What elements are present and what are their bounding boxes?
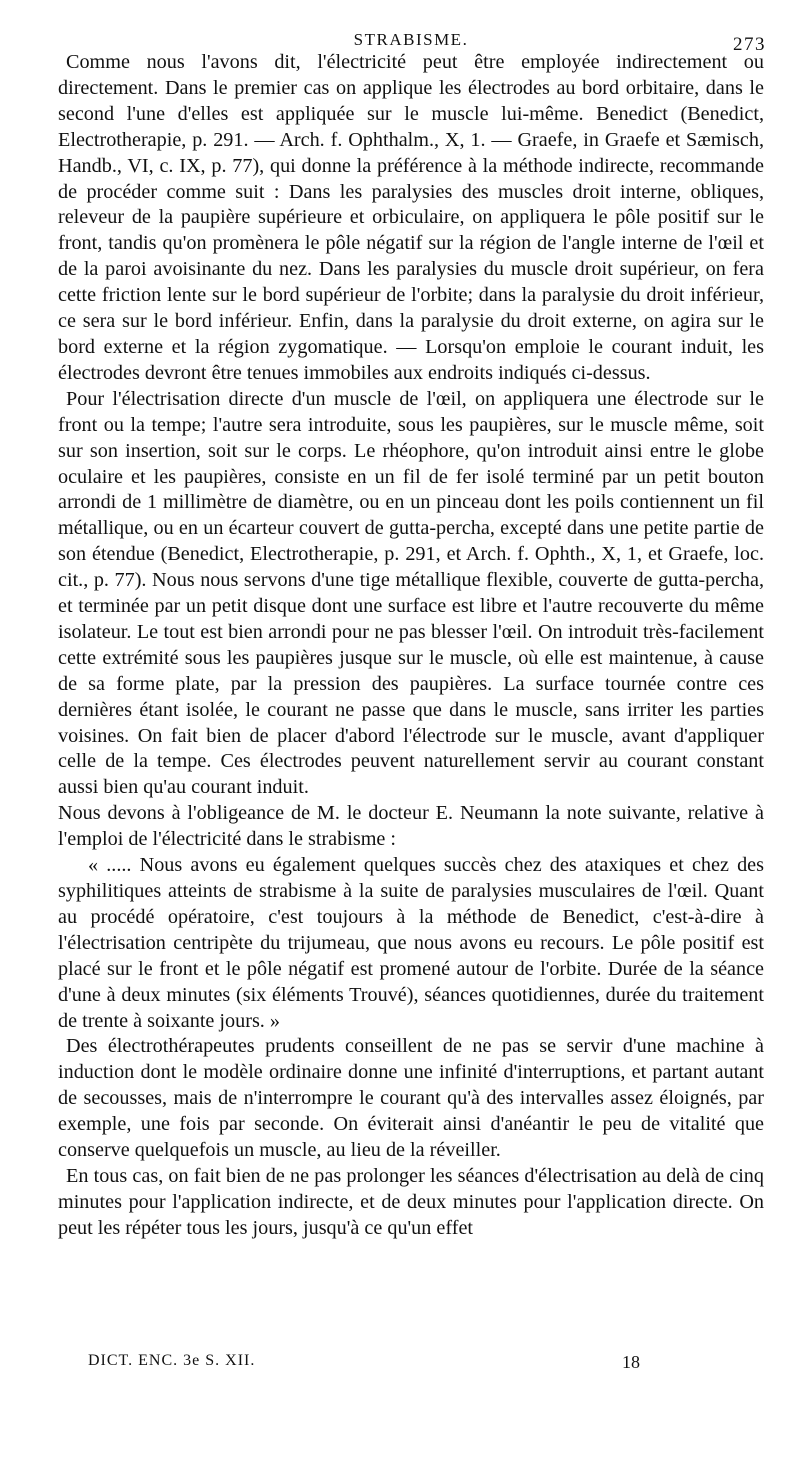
running-title: STRABISME. [353, 30, 469, 49]
running-header [58, 26, 766, 55]
paragraph-induction-machine: Des électrothérapeutes prudents conseillent de ne pas se servir d'une machine à induction dont le modèle ordinaire donne une infinité d'interruptions, et partant autant de secousses, mais de n'interrompre le courant qu'à des intervalles assez éloignés, par exemple, une fois par seconde. On éviterait ainsi d'anéantir le peu de vitalité que conserve quelquefois un muscle, au lieu de la réveiller. [58, 1035, 764, 1162]
sheet-number: 18 [622, 1352, 640, 1372]
signature-mark: DICT. ENC. 3e S. XII. [88, 1352, 256, 1369]
paragraph-direct-method: Pour l'électrisation directe d'un muscle de l'œil, on appliquera une électrode sur le front ou la tempe; l'autre sera introduite, sous les paupières, sur le muscle même, soit sur son insertion, soit sur le corps. Le rhéophore, qu'on introduit ainsi entre le globe oculaire et les paupières, consiste en un fil de fer isolé terminé par un petit bouton arrondi de 1 millimètre de diamètre, ou en un pinceau dont les poils contiennent un fil métallique, ou en un écarteur couvert de gutta-percha, excepté dans une petite partie de son étendue (Benedict, Electrotherapie, p. 291, et Arch. f. Ophth., X, 1, et Graefe, loc. cit., p. 77). Nous nous servons d'une tige métallique flexible, couverte de gutta-percha, et terminée par un petit disque dont une surface est libre et l'autre recouverte du même isolateur. Le tout est bien arrondi pour ne pas blesser l'œil. On introduit très-facilement cette extrémité sous les paupières jusque sur le muscle, où elle est maintenue, à cause de sa forme plate, par la pression des paupières. La surface tournée contre ces dernières étant isolée, le courant ne passe que dans le muscle, sans irriter les parties voisines. On fait bien de placer d'abord l'électrode sur le muscle, avant d'appliquer celle de la tempe. Ces électrodes peuvent naturellement servir au courant constant aussi bien qu'au courant induit. [58, 387, 764, 799]
paragraph-session-duration: En tous cas, on fait bien de ne pas prolonger les séances d'électrisation au delà de cinq minutes pour l'application indirecte, et de deux minutes pour l'application directe. On peut les répéter tous les jours, jusqu'à ce qu'un effet [58, 1164, 764, 1239]
paragraph-indirect-method: Comme nous l'avons dit, l'électricité peut être employée indirectement ou directement. Dans le premier cas on applique les électrodes au bord orbitaire, dans le second l'une d'elles est appliquée sur le muscle lui-même. Benedict (Benedict, Electrotherapie, p. 291. — Arch. f. Ophthalm., X, 1. — Graefe, in Graefe et Sæmisch, Handb., VI, c. IX, p. 77), qui donne la préférence à la méthode indirecte, recommande de procéder comme suit : Dans les paralysies des muscles droit interne, obliques, releveur de la paupière supérieure et orbiculaire, on appliquera le pôle positif sur le front, tandis qu'on promènera le pôle négatif sur la région de l'angle interne de l'œil et de la paroi avoisinante du nez. Dans les paralysies du muscle droit supérieur, on fera cette friction lente sur le bord supérieur de l'orbite; dans la paralysie du droit inférieur, ce sera sur le bord inférieur. Enfin, dans la paralysie du droit externe, on agira sur le bord externe et la région zygomatique. — Lorsqu'on emploie le courant induit, les électrodes devront être tenues immobiles aux endroits indiqués ci-dessus. [58, 51, 764, 384]
page-number: 273 [733, 34, 766, 55]
paragraph-neumann-quote: « ..... Nous avons eu également quelques succès chez des ataxiques et chez des syphilitiques atteints de strabisme à la suite de paralysies musculaires de l'œil. Quant au procédé opératoire, c'est toujours à la méthode de Benedict, c'est-à-dire à l'électrisation centripète du trijumeau, que nous avons eu recours. Le pôle positif est placé sur le front et le pôle négatif est promené autour de l'orbite. Durée de la séance d'une à deux minutes (six éléments Trouvé), séances quotidiennes, durée du traitement de trente à soixante jours. » [58, 854, 764, 1032]
paragraph-neumann-intro: Nous devons à l'obligeance de M. le docteur E. Neumann la note suivante, relative à l'emploi de l'électricité dans le strabisme : [58, 802, 764, 851]
document-page [58, 26, 764, 1242]
